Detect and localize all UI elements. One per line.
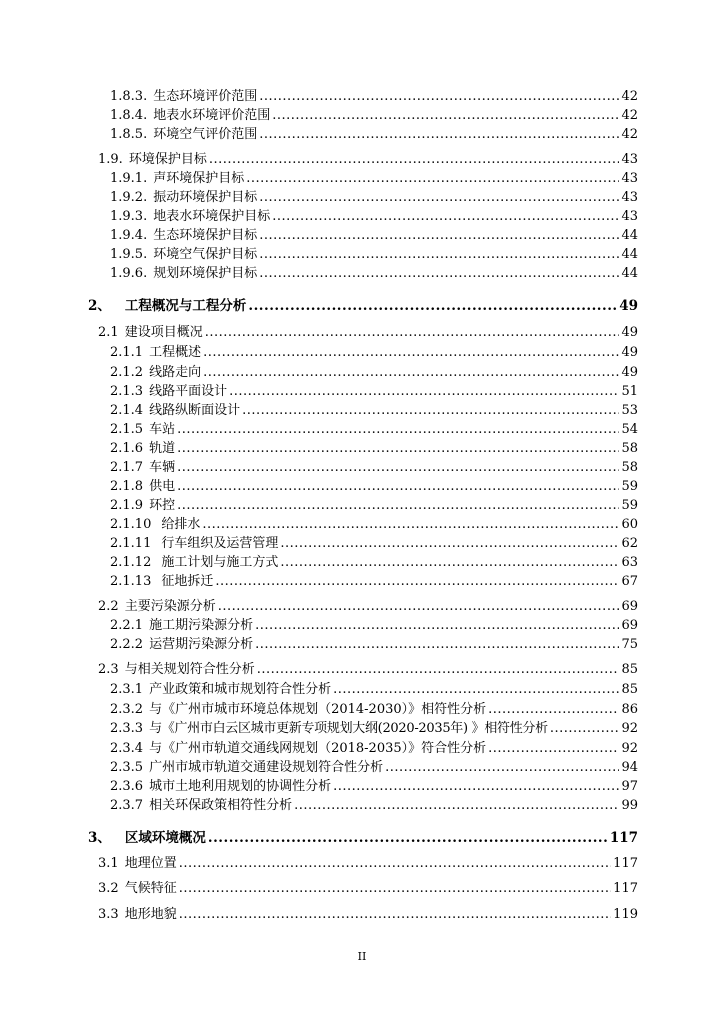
toc-leader-dots [259, 189, 619, 207]
toc-entry-title: 轨道 [149, 441, 176, 456]
toc-entry-page: 62 [621, 536, 638, 551]
toc-leader-dots [203, 364, 619, 382]
toc-entry[interactable] [110, 554, 638, 572]
toc-entry-number: 1.9.2. [110, 190, 148, 205]
toc-entry-number: 2.3.4 [110, 741, 144, 756]
toc-leader-dots [333, 778, 619, 796]
toc-entry-page: 59 [621, 498, 638, 513]
toc-leader-dots [280, 535, 619, 553]
toc-entry-number: 3、 [88, 830, 111, 846]
toc-leader-dots [248, 297, 617, 315]
toc-leader-dots [259, 227, 619, 245]
toc-entry-page: 44 [621, 247, 638, 262]
toc-entry-title: 工程概况与工程分析 [124, 298, 247, 314]
toc-entry-title: 施工计划与施工方式 [161, 555, 279, 570]
toc-entry[interactable] [110, 126, 638, 144]
toc-entry-number: 2.1.6 [110, 441, 144, 456]
toc-leader-dots [255, 636, 619, 654]
toc-entry-number: 2.2 [98, 599, 119, 614]
toc-entry-page: 44 [621, 266, 638, 281]
toc-entry-page: 42 [621, 127, 638, 142]
toc-entry-title: 环境保护目标 [128, 152, 207, 167]
toc-entry[interactable] [110, 246, 638, 264]
toc-entry-title: 征地拆迁 [161, 574, 214, 589]
toc-entry-title: 线路走向 [149, 365, 202, 380]
toc-entry[interactable] [110, 535, 638, 553]
toc-leader-dots [203, 344, 619, 362]
toc-entry-number: 1.8.3. [110, 89, 148, 104]
toc-entry-number: 2.3.1 [110, 682, 144, 697]
toc-entry[interactable] [110, 189, 638, 207]
toc-entry[interactable] [98, 880, 638, 898]
toc-entry-title: 产业政策和城市规划符合性分析 [149, 682, 332, 697]
toc-entry-page: 117 [613, 856, 638, 871]
toc-entry-title: 声环境保护目标 [153, 171, 245, 186]
toc-entry-title: 车站 [149, 422, 176, 437]
toc-entry-title: 与相关规划符合性分析 [124, 662, 255, 677]
toc-entry-number: 1.9.1. [110, 171, 148, 186]
toc-entry-page: 49 [621, 365, 638, 380]
toc-leader-dots [205, 324, 620, 342]
toc-leader-dots [177, 459, 619, 477]
toc-entry[interactable] [110, 344, 638, 362]
toc-entry-number: 2.1.10 [110, 517, 152, 532]
toc-leader-dots [209, 151, 620, 169]
toc-entry-page: 49 [621, 325, 638, 340]
toc-entry-page: 43 [621, 209, 638, 224]
toc-entry-page: 58 [621, 460, 638, 475]
toc-leader-dots [488, 740, 619, 758]
toc-entry-page: 53 [621, 403, 638, 418]
toc-leader-dots [246, 170, 619, 188]
toc-entry-title: 生态环境保护目标 [153, 228, 258, 243]
toc-entry-number: 2.3.6 [110, 779, 144, 794]
toc-entry-page: 92 [621, 741, 638, 756]
toc-entry-title: 线路平面设计 [149, 384, 228, 399]
toc-entry[interactable] [98, 151, 638, 169]
toc-entry-title: 地形地貌 [124, 907, 177, 922]
toc-entry[interactable] [110, 636, 638, 654]
toc-entry[interactable] [110, 759, 638, 777]
toc-entry-number: 2.1.1 [110, 345, 144, 360]
toc-entry[interactable] [110, 402, 638, 420]
toc-entry-page: 75 [621, 637, 638, 652]
toc-leader-dots [385, 759, 619, 777]
toc-leader-dots [259, 246, 619, 264]
toc-entry-number: 2.1.8 [110, 479, 144, 494]
toc-entry[interactable] [110, 720, 638, 738]
toc-entry-number: 2.3 [98, 662, 119, 677]
toc-leader-dots [272, 208, 619, 226]
toc-entry-number: 3.1 [98, 856, 119, 871]
toc-entry-number: 2.1.5 [110, 422, 144, 437]
toc-entry-page: 85 [621, 662, 638, 677]
toc-entry-title: 车辆 [149, 460, 176, 475]
toc-entry-page: 86 [621, 702, 638, 717]
toc-entry[interactable] [110, 227, 638, 245]
toc-entry-page: 119 [613, 907, 638, 922]
toc-entry-page: 97 [621, 779, 638, 794]
toc-entry[interactable] [110, 364, 638, 382]
toc-leader-dots [257, 661, 620, 679]
toc-leader-dots [179, 880, 611, 898]
toc-entry[interactable] [98, 324, 638, 342]
toc-leader-dots [242, 402, 619, 420]
toc-entry-title: 运营期污染源分析 [149, 637, 254, 652]
toc-leader-dots [177, 497, 619, 515]
toc-entry-title: 行车组织及运营管理 [161, 536, 279, 551]
toc-entry[interactable] [110, 421, 638, 439]
toc-entry[interactable] [110, 516, 638, 534]
toc-entry-number: 2.1.2 [110, 365, 144, 380]
toc-entry-number: 2.1.12 [110, 555, 152, 570]
toc-entry[interactable] [110, 478, 638, 496]
toc-entry[interactable] [110, 440, 638, 458]
toc-leader-dots [272, 107, 619, 125]
toc-entry-page: 42 [621, 89, 638, 104]
toc-entry-page: 58 [621, 441, 638, 456]
toc-entry-page: 49 [621, 345, 638, 360]
toc-entry-number: 1.8.4. [110, 108, 148, 123]
toc-entry-number: 1.9.5. [110, 247, 148, 262]
toc-leader-dots [202, 516, 619, 534]
toc-leader-dots [259, 88, 619, 106]
toc-entry-page: 43 [621, 171, 638, 186]
toc-entry[interactable] [110, 107, 638, 125]
toc-entry[interactable] [110, 497, 638, 515]
toc-entry-title: 地表水环境评价范围 [153, 108, 271, 123]
toc-entry[interactable] [110, 797, 638, 815]
toc-leader-dots [550, 720, 620, 738]
toc-entry[interactable] [110, 617, 638, 635]
toc-leader-dots [218, 598, 620, 616]
toc-entry[interactable] [110, 681, 638, 699]
toc-entry[interactable] [110, 459, 638, 477]
toc-entry-number: 2.2.1 [110, 618, 144, 633]
toc-entry-number: 2.3.2 [110, 702, 144, 717]
toc-entry-number: 2.1.9 [110, 498, 144, 513]
toc-leader-dots [179, 855, 611, 873]
toc-entry[interactable] [98, 906, 638, 924]
toc-entry-page: 43 [621, 152, 638, 167]
toc-entry[interactable] [110, 573, 638, 591]
toc-entry[interactable] [110, 265, 638, 283]
toc-entry[interactable] [110, 383, 638, 401]
toc-entry-page: 54 [621, 422, 638, 437]
toc-entry-number: 2.1.7 [110, 460, 144, 475]
toc-entry-page: 99 [621, 798, 638, 813]
toc-chapter-entry[interactable] [88, 297, 638, 315]
toc-entry-number: 2.1 [98, 325, 119, 340]
toc-entry-title: 环境空气保护目标 [153, 247, 258, 262]
toc-entry-number: 2.1.4 [110, 403, 144, 418]
toc-entry-title: 区域环境概况 [124, 830, 206, 846]
toc-entry-number: 1.9. [98, 152, 123, 167]
toc-entry-title: 规划环境保护目标 [153, 266, 258, 281]
toc-entry-number: 2.3.5 [110, 760, 144, 775]
toc-leader-dots [229, 383, 619, 401]
toc-entry-page: 60 [621, 517, 638, 532]
toc-leader-dots [179, 906, 611, 924]
toc-leader-dots [177, 421, 619, 439]
toc-entry[interactable] [110, 740, 638, 758]
toc-entry-title: 气候特征 [124, 881, 177, 896]
toc-entry-number: 1.8.5. [110, 127, 148, 142]
toc-entry[interactable] [98, 661, 638, 679]
toc-entry[interactable] [110, 170, 638, 188]
toc-leader-dots [208, 829, 608, 847]
toc-entry-number: 2.3.3 [110, 721, 144, 736]
toc-entry[interactable] [98, 598, 638, 616]
toc-entry-page: 94 [621, 760, 638, 775]
toc-entry-page: 43 [621, 190, 638, 205]
toc-entry-number: 1.9.4. [110, 228, 148, 243]
toc-entry-page: 49 [619, 298, 638, 314]
toc-entry-title: 城市土地利用规划的协调性分析 [149, 779, 332, 794]
toc-entry[interactable] [110, 208, 638, 226]
toc-entry-number: 2.2.2 [110, 637, 144, 652]
toc-entry-page: 59 [621, 479, 638, 494]
toc-entry-title: 工程概述 [149, 345, 202, 360]
toc-entry-number: 3.2 [98, 881, 119, 896]
toc-entry-title: 施工期污染源分析 [149, 618, 254, 633]
toc-leader-dots [280, 554, 619, 572]
toc-entry-number: 2.1.3 [110, 384, 144, 399]
toc-entry-title: 广州市城市轨道交通建设规划符合性分析 [149, 760, 384, 775]
toc-entry-number: 1.9.6. [110, 266, 148, 281]
toc-entry-page: 92 [621, 721, 638, 736]
toc-entry-title: 生态环境评价范围 [153, 89, 258, 104]
toc-entry-page: 44 [621, 228, 638, 243]
toc-entry-page: 42 [621, 108, 638, 123]
toc-leader-dots [488, 701, 619, 719]
toc-entry[interactable] [110, 88, 638, 106]
toc-entry[interactable] [110, 701, 638, 719]
toc-entry-number: 1.9.3. [110, 209, 148, 224]
toc-entry-title: 主要污染源分析 [124, 599, 216, 614]
toc-entry-number: 2.1.11 [110, 536, 152, 551]
toc-entry-page: 69 [621, 618, 638, 633]
toc-leader-dots [259, 126, 619, 144]
toc-leader-dots [255, 617, 619, 635]
toc-entry-page: 69 [621, 599, 638, 614]
toc-entry-title: 与《广州市轨道交通线网规划（2018-2035）》符合性分析 [149, 741, 487, 756]
toc-entry[interactable] [110, 778, 638, 796]
toc-entry-number: 2.1.13 [110, 574, 152, 589]
toc-leader-dots [177, 478, 619, 496]
toc-entry-title: 供电 [149, 479, 176, 494]
toc-entry-title: 环控 [149, 498, 176, 513]
toc-entry-page: 85 [621, 682, 638, 697]
toc-entry[interactable] [98, 855, 638, 873]
toc-entry-title: 地理位置 [124, 856, 177, 871]
toc-entry-title: 与《广州市城市环境总体规划（2014-2030）》相符性分析 [149, 702, 487, 717]
toc-entry-page: 117 [609, 830, 638, 846]
toc-entry-title: 振动环境保护目标 [153, 190, 258, 205]
toc-entry-number: 2.3.7 [110, 798, 144, 813]
toc-entry-title: 建设项目概况 [124, 325, 203, 340]
toc-leader-dots [177, 440, 619, 458]
toc-entry-title: 线路纵断面设计 [149, 403, 241, 418]
page-number: II [357, 950, 367, 963]
toc-entry-page: 63 [621, 555, 638, 570]
toc-entry-page: 51 [621, 384, 638, 399]
toc-leader-dots [333, 681, 619, 699]
toc-entry-number: 2、 [88, 298, 111, 314]
toc-entry-title: 与《广州市白云区城市更新专项规划大纲(2020-2035年) 》相符性分析 [149, 721, 548, 736]
toc-leader-dots [259, 265, 619, 283]
toc-entry-number: 3.3 [98, 907, 119, 922]
toc-entry-title: 相关环保政策相符性分析 [149, 798, 293, 813]
toc-entry-title: 给排水 [161, 517, 201, 532]
toc-entry-title: 地表水环境保护目标 [153, 209, 271, 224]
toc-entry-page: 117 [613, 881, 638, 896]
toc-chapter-entry[interactable] [88, 829, 638, 847]
toc-entry-title: 环境空气评价范围 [153, 127, 258, 142]
toc-leader-dots [294, 797, 619, 815]
toc-entry-page: 67 [621, 574, 638, 589]
toc-leader-dots [215, 573, 619, 591]
